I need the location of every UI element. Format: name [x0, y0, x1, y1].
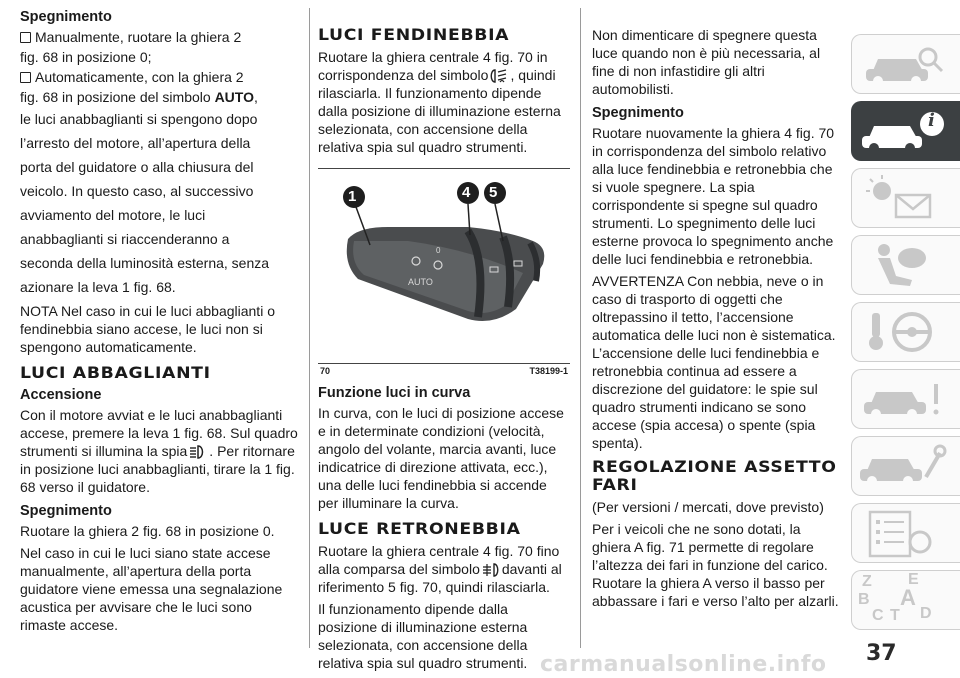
paragraph-line: porta del guidatore o alla chiusura del	[20, 159, 254, 175]
paragraph: Per i veicoli che ne sono dotati, la ghiera A fig. 71 permette di regolare l’altezza dei fari in funzione del carico. Ruotare la ghiera A verso il basso per abbassare i fari e verso l’alto per alzarli.	[592, 521, 839, 609]
paragraph-line: azionare la leva 1 fig. 68.	[20, 279, 176, 295]
fendinebbia-paragraph: Ruotare la ghiera centrale 4 fig. 70 in corrispondenza del simbolo , quindi rilasciarla. Il funzionamento dipende dalla posizione di illuminazione esterna selezionata, con accensione della relativa spia sul quadro strumenti.	[318, 49, 561, 155]
car-maintenance-icon	[852, 437, 952, 495]
heading-accensione: Accensione	[20, 387, 102, 403]
column-divider	[580, 8, 581, 648]
retronebbia-paragraph: Il funzionamento dipende dalla posizione di illuminazione esterna selezionata, con accensione della relativa spia sul quadro strumenti.	[318, 601, 528, 671]
index-letter: A	[900, 585, 916, 610]
paragraph: (Per versioni / mercati, dove previsto)	[592, 499, 824, 515]
accensione-paragraph: Con il motore avviat e le luci anabbaglianti accese, premere la leva 1 fig. 68. Sul quadro strumenti si illumina la spia . Per ritornare in posizione luci anabbaglianti, tirare la 1 fig. 68 verso il guidatore.	[20, 407, 298, 495]
list-item-cont: fig. 68 in posizione del simbolo AUTO,	[20, 89, 258, 105]
spegnimento-paragraph: Ruotare la ghiera 2 fig. 68 in posizione 0.	[20, 523, 275, 539]
index-letter: E	[908, 571, 919, 588]
heading-spegnimento: Spegnimento	[592, 105, 684, 121]
paragraph: Ruotare nuovamente la ghiera 4 fig. 70 in corrispondenza del simbolo relativo alla luce fendinebbia e retronebbia che si vuole spegnere. La spia corrispondente si spegne sul quadro strumenti. Lo spegnimento delle luci esterne provoca lo spegnimento anche delle luci fendinebbia e retronebbia.	[592, 125, 835, 267]
spegnimento-paragraph: Nel caso in cui le luci siano state accese manualmente, all’apertura della porta guidatore viene emessa una segnalazione acustica per avvisare che le luci sono rimaste accese.	[20, 545, 283, 633]
figure-70-light-stalk	[318, 168, 570, 378]
list-item: Automaticamente, con la ghiera 2	[20, 68, 300, 86]
column-divider	[309, 8, 310, 648]
tab-specifications[interactable]	[851, 503, 960, 563]
auto-label: AUTO	[214, 89, 254, 105]
column-right	[592, 4, 840, 612]
paragraph: Non dimenticare di spegnere questa luce quando non è più necessaria, al fine di non infastidire gli altri automobilisti.	[592, 27, 821, 97]
car-info-icon	[852, 102, 952, 160]
list-item-cont: fig. 68 in posizione 0;	[20, 49, 152, 65]
callout-label: 1	[348, 188, 357, 205]
svg-text:0: 0	[436, 246, 441, 255]
rear-fog-light-icon	[482, 563, 500, 577]
airbag-person-icon	[852, 236, 952, 294]
svg-text:AUTO: AUTO	[408, 277, 433, 287]
tab-safety[interactable]	[851, 235, 960, 295]
chapter-tabs	[851, 34, 960, 624]
tab-starting-driving[interactable]	[851, 302, 960, 362]
watermark: carmanualsonline.info	[540, 652, 827, 677]
paragraph-line: le luci anabbaglianti si spengono dopo	[20, 111, 258, 127]
heading-luce-retronebbia: LUCE RETRONEBBIA	[318, 519, 521, 538]
index-letter: D	[920, 605, 932, 622]
callout-label: 4	[462, 184, 471, 201]
paragraph-line: anabbaglianti si riaccenderanno a	[20, 231, 230, 247]
heading-spegnimento: Spegnimento	[20, 9, 112, 25]
tab-car-info[interactable]	[851, 101, 960, 161]
nota-paragraph: NOTA Nel caso in cui le luci abbaglianti o fendinebbia siano accese, le luci non si spengono automaticamente.	[20, 303, 275, 355]
list-item: Manualmente, ruotare la ghiera 2	[20, 28, 300, 46]
front-fog-light-icon	[490, 69, 508, 83]
tab-emergency[interactable]	[851, 369, 960, 429]
retronebbia-paragraph: Ruotare la ghiera centrale 4 fig. 70 fino alla comparsa del simbolo davanti al riferimento 5 fig. 70, quindi rilasciarla.	[318, 543, 562, 595]
figure-caption-rule	[318, 363, 570, 364]
heading-luci-abbaglianti: LUCI ABBAGLIANTI	[20, 363, 211, 382]
paragraph-line: avviamento del motore, le luci	[20, 207, 206, 223]
car-search-icon	[852, 35, 952, 93]
index-letter: Z	[862, 573, 872, 590]
column-middle	[318, 4, 570, 674]
avvertenza-paragraph: AVVERTENZA Con nebbia, neve o in caso di trasporto di oggetti che oltrepassino il tetto, l’accensione automatica delle luci non è sistematica. L’accensione delle luci fendinebbia e retronebbia continua ad essere a discrezione del guidatore: le spie sul quadro strumenti indicano se sono accese (spia accesa) o spente (spia spenta).	[592, 273, 836, 451]
heading-luci-fendinebbia: LUCI FENDINEBBIA	[318, 25, 510, 44]
paragraph-line: veicolo. In questo caso, al successivo	[20, 183, 254, 199]
paragraph-line: l’arresto del motore, all’apertura della	[20, 135, 251, 151]
high-beam-icon	[189, 445, 207, 459]
tab-car-overview[interactable]	[851, 34, 960, 94]
curva-paragraph: In curva, con le luci di posizione accese e in determinate condizioni (velocità, angolo del volante, marcia avanti, luce indicatrice di direzione attivata, ecc.), una delle luci fendinebbia si accende per illuminare la curva.	[318, 405, 564, 511]
paragraph-line: seconda della luminosità esterna, senza	[20, 255, 270, 271]
page-number: 37	[866, 641, 897, 666]
checkbox-bullet-icon	[20, 32, 31, 43]
tab-warning-lights[interactable]	[851, 168, 960, 228]
index-letter: T	[890, 607, 900, 624]
car-emergency-icon	[852, 370, 952, 428]
tab-index[interactable]	[851, 570, 960, 630]
index-letter: C	[872, 607, 884, 624]
index-letter: B	[858, 591, 870, 608]
checkbox-bullet-icon	[20, 72, 31, 83]
figure-code: T38199-1	[529, 366, 568, 376]
info-glyph: i	[928, 110, 935, 131]
warning-light-mail-icon	[852, 169, 952, 227]
callout-label: 5	[489, 184, 498, 201]
heading-regolazione-assetto-fari: REGOLAZIONE ASSETTO FARI	[592, 457, 837, 494]
tab-maintenance[interactable]	[851, 436, 960, 496]
key-steering-wheel-icon	[852, 303, 952, 361]
figure-number: 70	[320, 366, 331, 376]
column-left	[20, 4, 300, 636]
heading-spegnimento: Spegnimento	[20, 503, 112, 519]
heading-funzione-luci-curva: Funzione luci in curva	[318, 385, 471, 401]
specifications-list-icon	[852, 504, 952, 562]
